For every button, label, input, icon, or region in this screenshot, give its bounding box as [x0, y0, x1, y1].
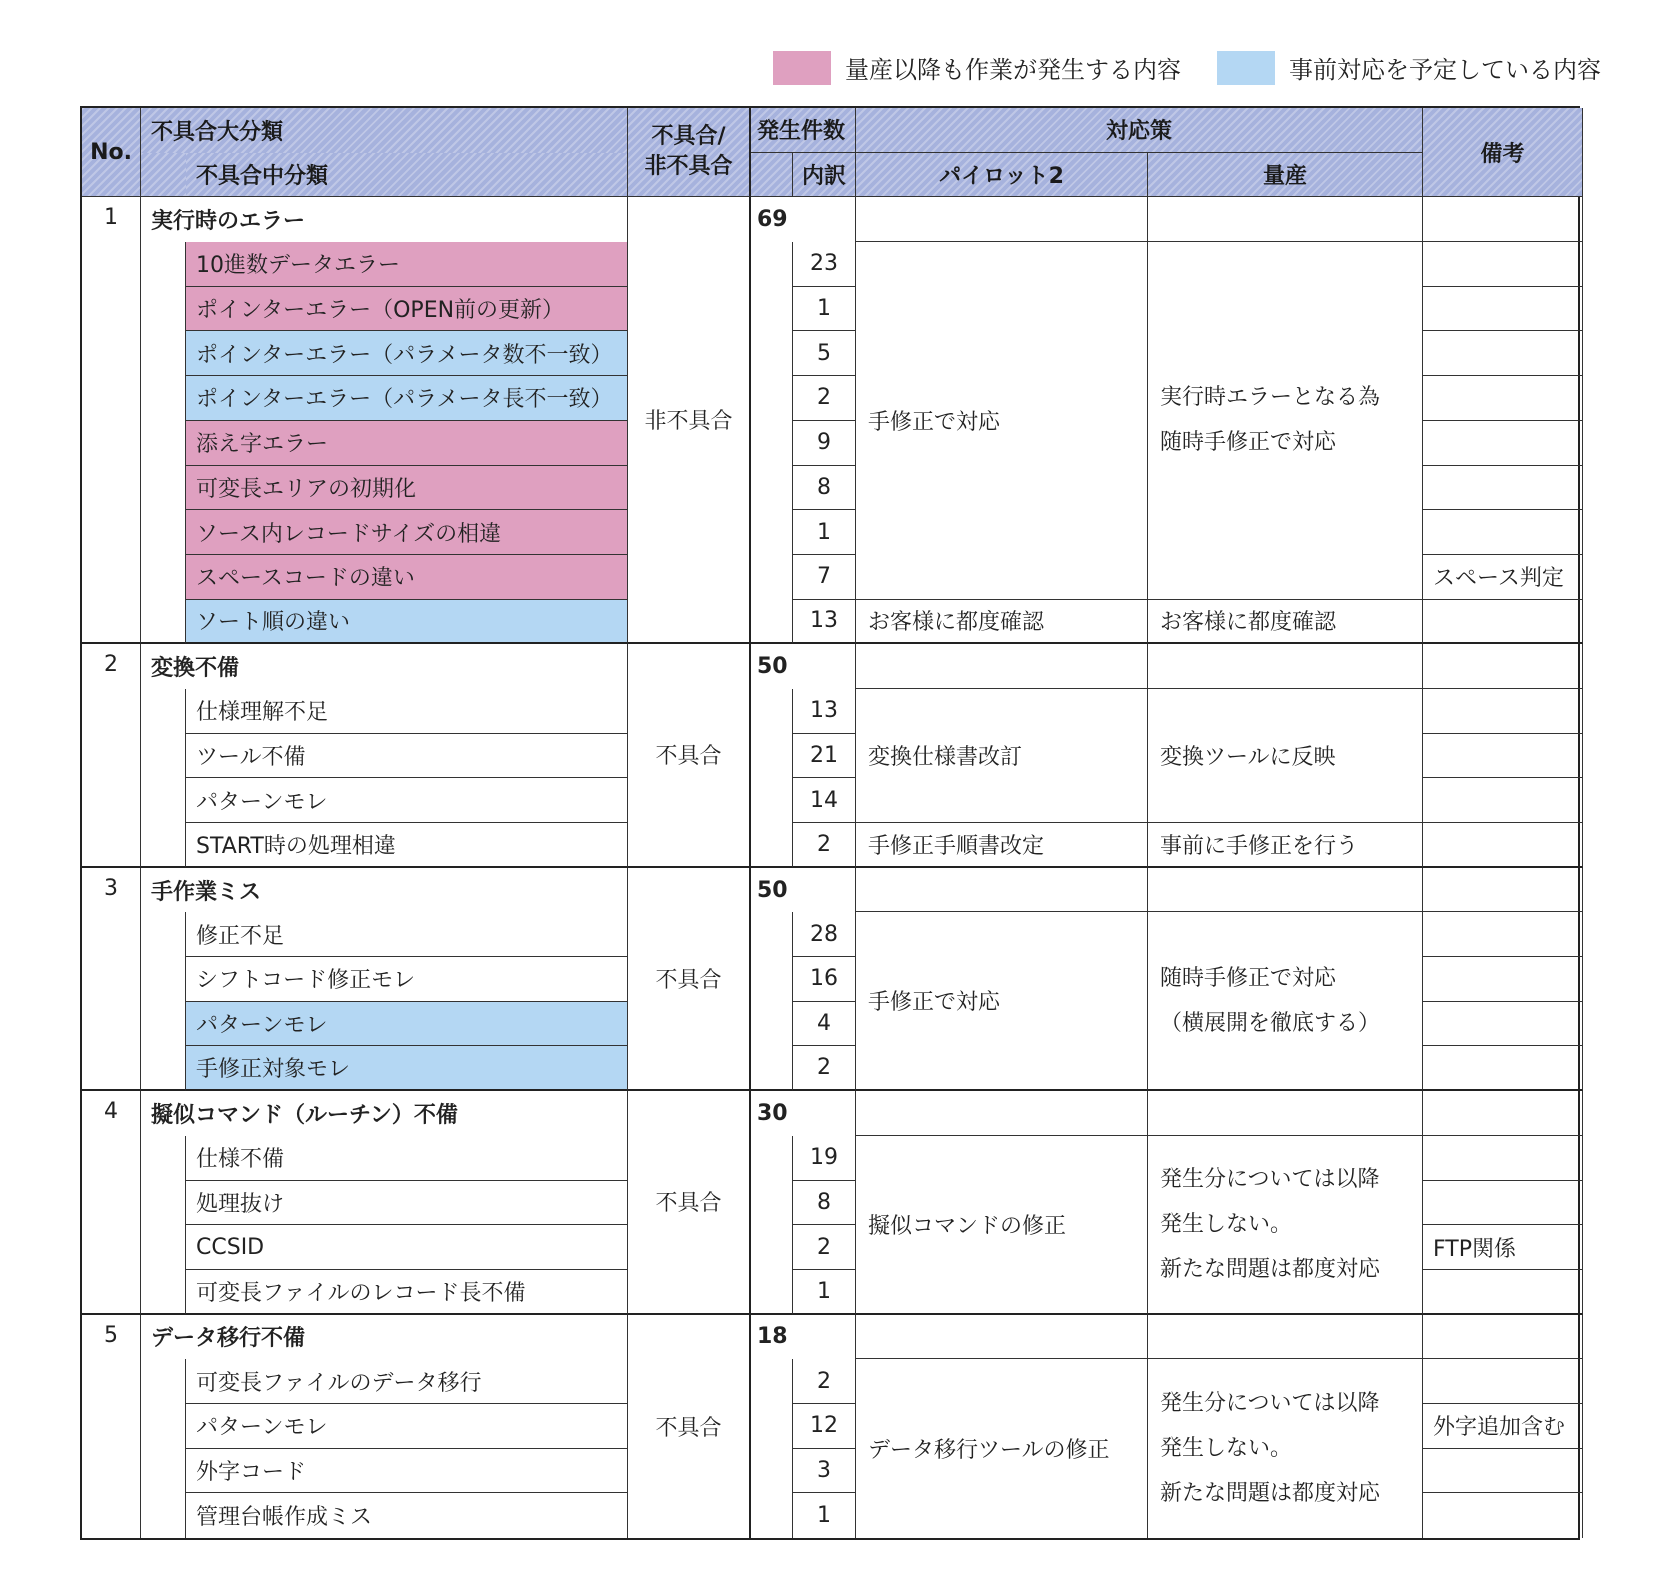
- pilot-measure: データ移行ツールの修正: [856, 1359, 1148, 1538]
- group-no: 4: [82, 1091, 141, 1314]
- item-count: 16: [793, 957, 856, 1002]
- group-count: 50: [751, 868, 856, 913]
- item-count: 14: [793, 778, 856, 823]
- item-count: 5: [793, 331, 856, 376]
- mass-measure-line: 随時手修正で対応: [1160, 965, 1337, 991]
- item-name: ソース内レコードサイズの相違: [186, 510, 628, 555]
- item-name: CCSID: [186, 1225, 628, 1270]
- group-name: 変換不備: [141, 644, 628, 689]
- group-defect: 不具合: [628, 1315, 751, 1538]
- remark: [1423, 823, 1583, 868]
- header-no: No.: [82, 108, 141, 197]
- remark: [1423, 376, 1583, 421]
- remark: [1423, 912, 1583, 957]
- item-name: 可変長エリアの初期化: [186, 466, 628, 511]
- count-indent: [751, 1359, 793, 1538]
- remark: [1423, 331, 1583, 376]
- pilot-measure: お客様に都度確認: [856, 600, 1148, 645]
- pilot-measure: 手修正で対応: [856, 912, 1148, 1091]
- header-defect-line1: 不具合/: [651, 124, 726, 150]
- mass-measure-line: 発生しない。: [1160, 1436, 1293, 1462]
- group-name: 実行時のエラー: [141, 197, 628, 242]
- item-count: 1: [793, 1493, 856, 1538]
- mass-measure-line: 随時手修正で対応: [1160, 430, 1337, 456]
- header-minor: 不具合中分類: [186, 153, 628, 198]
- item-count: 2: [793, 1359, 856, 1404]
- item-count: 1: [793, 510, 856, 555]
- group-indent: [141, 1359, 186, 1538]
- mass-measure-blank: [1148, 197, 1423, 242]
- header-indent: [141, 153, 186, 198]
- header-mass: 量産: [1148, 153, 1423, 198]
- item-count: 4: [793, 1002, 856, 1047]
- remark: [1423, 868, 1583, 913]
- group-defect: 非不具合: [628, 197, 751, 644]
- item-name: START時の処理相違: [186, 823, 628, 868]
- group-no: 3: [82, 868, 141, 1091]
- header-defect-line2: 非不具合: [644, 154, 733, 180]
- remark: [1423, 1181, 1583, 1226]
- remark: [1423, 1002, 1583, 1047]
- item-count: 13: [793, 689, 856, 734]
- item-count: 8: [793, 466, 856, 511]
- item-name: 管理台帳作成ミス: [186, 1493, 628, 1538]
- item-name: 修正不足: [186, 912, 628, 957]
- mass-measure-line: 新たな問題は都度対応: [1160, 1481, 1381, 1507]
- mass-measure: [1148, 242, 1423, 600]
- item-count: 2: [793, 376, 856, 421]
- remark: [1423, 957, 1583, 1002]
- remark: [1423, 197, 1583, 242]
- item-name: 可変長ファイルのデータ移行: [186, 1359, 628, 1404]
- mass-measure: 変換ツールに反映: [1148, 689, 1423, 823]
- item-name: ポインターエラー（パラメータ長不一致）: [186, 376, 628, 421]
- remark: [1423, 510, 1583, 555]
- group-defect: 不具合: [628, 1091, 751, 1314]
- remark: [1423, 778, 1583, 823]
- item-name: 10進数データエラー: [186, 242, 628, 287]
- legend-item-advance: [1217, 50, 1601, 85]
- group-no: 5: [82, 1315, 141, 1538]
- mass-measure: 事前に手修正を行う: [1148, 823, 1423, 868]
- remark: [1423, 644, 1583, 689]
- remark: [1423, 1136, 1583, 1181]
- group-indent: [141, 912, 186, 1091]
- remark: [1423, 689, 1583, 734]
- mass-measure: お客様に都度確認: [1148, 600, 1423, 645]
- group-count: 18: [751, 1315, 856, 1360]
- group-indent: [141, 689, 186, 868]
- pilot-measure-blank: [856, 197, 1148, 242]
- remark: [1423, 734, 1583, 779]
- legend: [737, 50, 1601, 85]
- item-name: ポインターエラー（OPEN前の更新）: [186, 287, 628, 332]
- mass-measure-blank: [1148, 1315, 1423, 1360]
- item-count: 23: [793, 242, 856, 287]
- legend-item-production: [773, 50, 1181, 85]
- item-count: 1: [793, 287, 856, 332]
- remark: スペース判定: [1423, 555, 1583, 600]
- legend-label-production: 量産以降も作業が発生する内容: [845, 56, 1181, 84]
- group-count: 69: [751, 197, 856, 242]
- pilot-measure-blank: [856, 1091, 1148, 1136]
- legend-swatch-pink: [773, 51, 831, 85]
- remark: [1423, 1449, 1583, 1494]
- item-count: 21: [793, 734, 856, 779]
- header-count-indent: [751, 153, 793, 198]
- header-count: 発生件数: [751, 108, 856, 153]
- mass-measure-line: 新たな問題は都度対応: [1160, 1256, 1381, 1282]
- item-name: 手修正対象モレ: [186, 1046, 628, 1091]
- header-major: 不具合大分類: [141, 108, 628, 153]
- header-defect: [628, 108, 751, 197]
- legend-label-advance: 事前対応を予定している内容: [1289, 56, 1601, 84]
- item-name: ツール不備: [186, 734, 628, 779]
- item-name: 処理抜け: [186, 1181, 628, 1226]
- mass-measure-blank: [1148, 868, 1423, 913]
- item-count: 7: [793, 555, 856, 600]
- mass-measure-line: （横展開を徹底する）: [1160, 1010, 1381, 1036]
- mass-measure-blank: [1148, 1091, 1423, 1136]
- mass-measure-line: 発生しない。: [1160, 1211, 1293, 1237]
- item-name: 外字コード: [186, 1449, 628, 1494]
- item-count: 13: [793, 600, 856, 645]
- item-count: 1: [793, 1270, 856, 1315]
- item-count: 2: [793, 823, 856, 868]
- remark: FTP関係: [1423, 1225, 1583, 1270]
- item-name: パターンモレ: [186, 1002, 628, 1047]
- group-indent: [141, 1136, 186, 1315]
- group-name: 手作業ミス: [141, 868, 628, 913]
- mass-measure: [1148, 1359, 1423, 1538]
- defect-table: [80, 106, 1580, 1540]
- item-name: 仕様不備: [186, 1136, 628, 1181]
- count-indent: [751, 242, 793, 644]
- item-name: ソート順の違い: [186, 600, 628, 645]
- remark: [1423, 1493, 1583, 1538]
- count-indent: [751, 912, 793, 1091]
- item-name: 添え字エラー: [186, 421, 628, 466]
- item-count: 12: [793, 1404, 856, 1449]
- remark: [1423, 1359, 1583, 1404]
- item-count: 2: [793, 1046, 856, 1091]
- item-count: 19: [793, 1136, 856, 1181]
- item-count: 3: [793, 1449, 856, 1494]
- item-count: 2: [793, 1225, 856, 1270]
- legend-swatch-blue: [1217, 51, 1275, 85]
- remark: [1423, 1270, 1583, 1315]
- item-name: 可変長ファイルのレコード長不備: [186, 1270, 628, 1315]
- group-defect: 不具合: [628, 644, 751, 867]
- header-measures: 対応策: [856, 108, 1423, 153]
- header-breakdown: 内訳: [793, 153, 856, 198]
- group-defect: 不具合: [628, 868, 751, 1091]
- remark: [1423, 242, 1583, 287]
- group-name: 擬似コマンド（ルーチン）不備: [141, 1091, 628, 1136]
- group-count: 30: [751, 1091, 856, 1136]
- mass-measure-line: 実行時エラーとなる為: [1160, 385, 1381, 411]
- item-count: 9: [793, 421, 856, 466]
- group-count: 50: [751, 644, 856, 689]
- pilot-measure-blank: [856, 644, 1148, 689]
- count-indent: [751, 689, 793, 868]
- remark: [1423, 1091, 1583, 1136]
- pilot-measure: 変換仕様書改訂: [856, 689, 1148, 823]
- item-name: パターンモレ: [186, 1404, 628, 1449]
- count-indent: [751, 1136, 793, 1315]
- item-count: 8: [793, 1181, 856, 1226]
- mass-measure-blank: [1148, 644, 1423, 689]
- remark: [1423, 1315, 1583, 1360]
- remark: 外字追加含む: [1423, 1404, 1583, 1449]
- item-name: 仕様理解不足: [186, 689, 628, 734]
- remark: [1423, 466, 1583, 511]
- mass-measure-line: 発生分については以降: [1160, 1391, 1380, 1417]
- mass-measure: [1148, 912, 1423, 1091]
- group-name: データ移行不備: [141, 1315, 628, 1360]
- item-name: スペースコードの違い: [186, 555, 628, 600]
- group-no: 2: [82, 644, 141, 867]
- item-name: シフトコード修正モレ: [186, 957, 628, 1002]
- group-indent: [141, 242, 186, 644]
- pilot-measure: 擬似コマンドの修正: [856, 1136, 1148, 1315]
- remark: [1423, 1046, 1583, 1091]
- remark: [1423, 600, 1583, 645]
- pilot-measure: 手修正で対応: [856, 242, 1148, 600]
- pilot-measure-blank: [856, 868, 1148, 913]
- item-count: 28: [793, 912, 856, 957]
- header-pilot: パイロット2: [856, 153, 1148, 198]
- pilot-measure-blank: [856, 1315, 1148, 1360]
- mass-measure: [1148, 1136, 1423, 1315]
- item-name: ポインターエラー（パラメータ数不一致）: [186, 331, 628, 376]
- remark: [1423, 421, 1583, 466]
- mass-measure-line: 発生分については以降: [1160, 1166, 1380, 1192]
- group-no: 1: [82, 197, 141, 644]
- pilot-measure: 手修正手順書改定: [856, 823, 1148, 868]
- item-name: パターンモレ: [186, 778, 628, 823]
- header-remarks: 備考: [1423, 108, 1583, 197]
- remark: [1423, 287, 1583, 332]
